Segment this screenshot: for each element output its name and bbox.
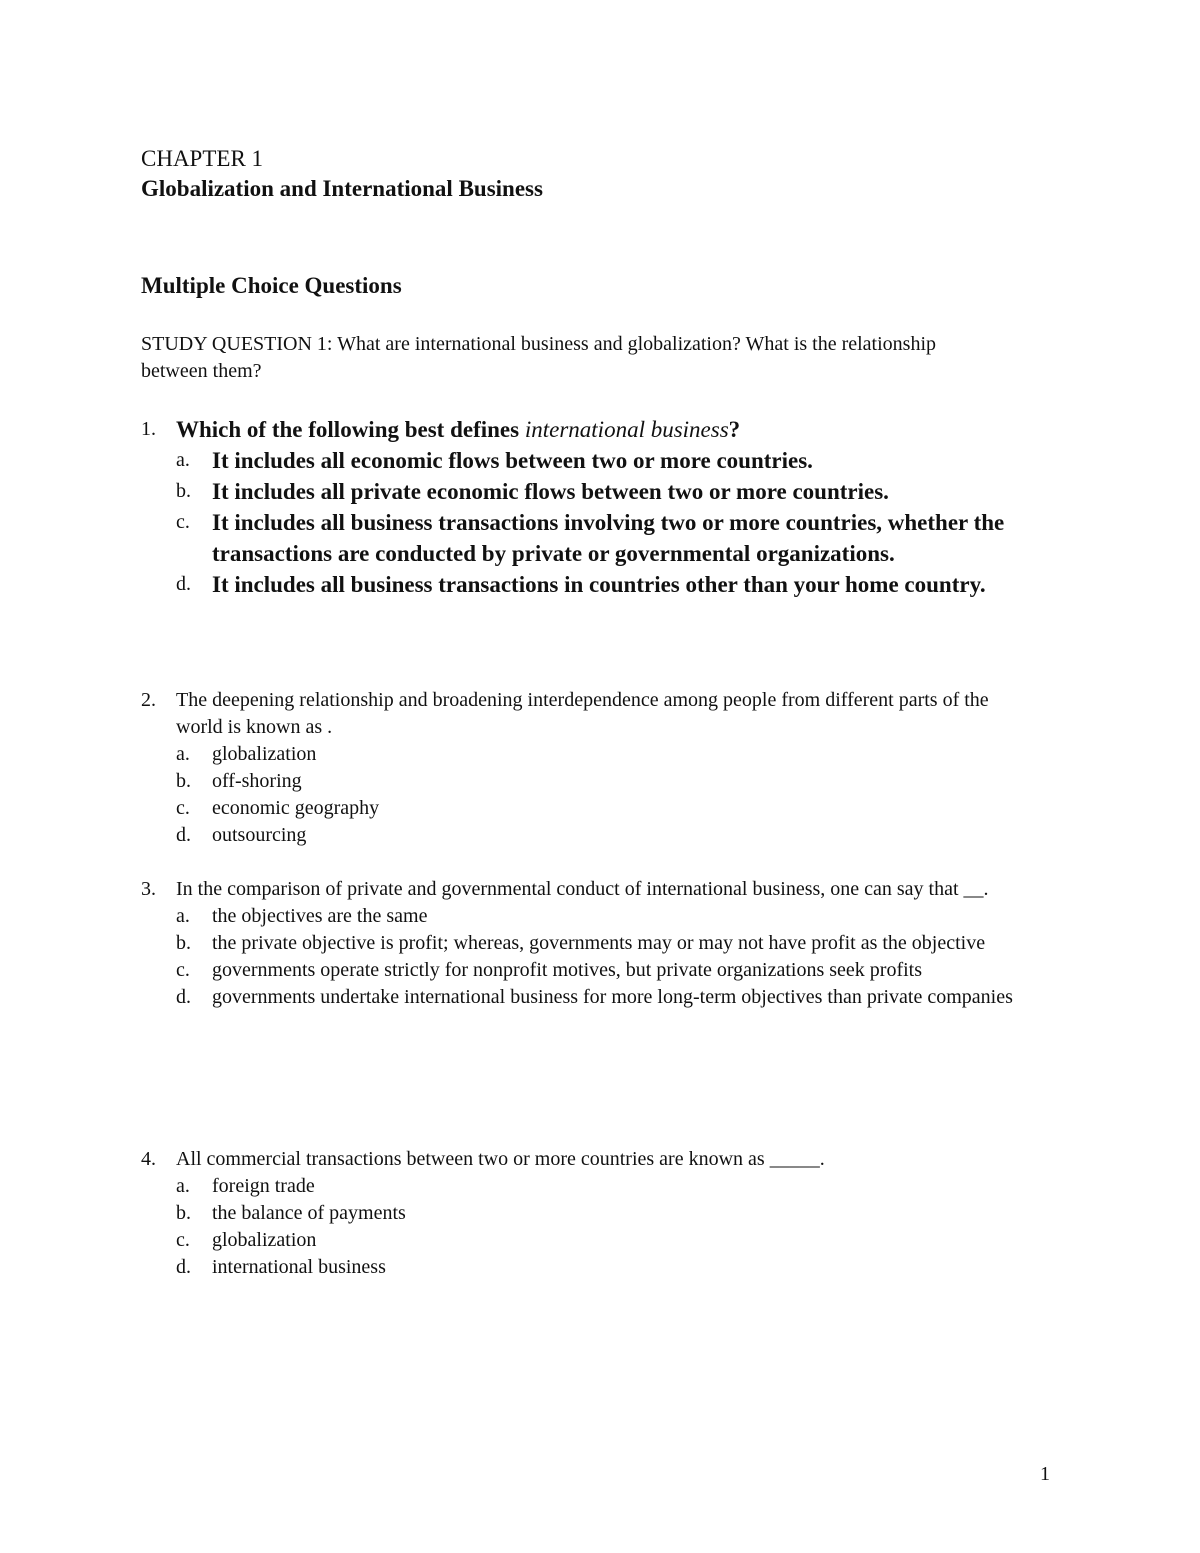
option-text: off-shoring xyxy=(212,770,302,792)
option-text: the balance of payments xyxy=(212,1202,406,1224)
option-letter: c. xyxy=(176,1229,190,1251)
question-3 xyxy=(141,876,1021,1011)
option-text: It includes all business transactions involving two or more countries, whether the transactions are conducted by private or governmental organizations. xyxy=(212,510,1005,566)
option-letter: a. xyxy=(176,905,190,927)
question-number: 3. xyxy=(141,878,156,900)
question-stem xyxy=(141,687,1021,741)
option-text: It includes all business transactions in countries other than your home country. xyxy=(212,572,986,597)
answer-option xyxy=(176,507,1021,569)
option-text: globalization xyxy=(212,1229,317,1251)
option-text: governments undertake international business for more long-term objectives than private companies xyxy=(212,986,1013,1008)
answer-option xyxy=(176,984,1021,1011)
option-letter: c. xyxy=(176,511,190,533)
option-text: foreign trade xyxy=(212,1175,315,1197)
answer-option xyxy=(176,903,1021,930)
question-stem xyxy=(141,414,1021,445)
answer-option xyxy=(176,741,1021,768)
option-letter: a. xyxy=(176,743,190,765)
option-letter: d. xyxy=(176,1256,191,1278)
option-text: globalization xyxy=(212,743,317,765)
option-letter: b. xyxy=(176,770,191,792)
option-text: international business xyxy=(212,1256,386,1278)
answer-option xyxy=(176,930,1021,957)
question-stem xyxy=(141,1146,1021,1173)
answer-option xyxy=(176,1227,1021,1254)
option-text: outsourcing xyxy=(212,824,307,846)
question-text: In the comparison of private and governmental conduct of international business, one can say that __. xyxy=(176,878,989,900)
question-text-before: Which of the following best defines xyxy=(176,417,525,442)
chapter-title: Globalization and International Business xyxy=(141,176,543,201)
question-1 xyxy=(141,414,1021,600)
option-text: It includes all private economic flows between two or more countries. xyxy=(212,479,889,504)
question-text: All commercial transactions between two or more countries are known as _____. xyxy=(176,1148,825,1170)
question-text xyxy=(176,414,1021,445)
option-text: It includes all economic flows between two or more countries. xyxy=(212,448,813,473)
chapter-label: CHAPTER 1 xyxy=(141,146,264,171)
answer-options xyxy=(141,903,1021,1011)
question-stem xyxy=(141,876,1021,903)
question-text: The deepening relationship and broadening interdependence among people from different parts of the world is known as . xyxy=(176,689,989,738)
option-letter: c. xyxy=(176,959,190,981)
option-letter: d. xyxy=(176,986,191,1008)
option-letter: c. xyxy=(176,797,190,819)
study-question: STUDY QUESTION 1: What are international business and globalization? What is the relationship between them? xyxy=(141,333,937,382)
answer-options xyxy=(141,1173,1021,1281)
option-letter: b. xyxy=(176,480,191,502)
answer-options xyxy=(141,445,1021,600)
question-4 xyxy=(141,1146,1021,1281)
option-letter: b. xyxy=(176,932,191,954)
answer-option xyxy=(176,795,1021,822)
answer-option xyxy=(176,569,1021,600)
option-letter: d. xyxy=(176,824,191,846)
answer-option xyxy=(176,1173,1021,1200)
option-letter: a. xyxy=(176,449,190,471)
page-number: 1 xyxy=(1040,1463,1050,1485)
answer-option xyxy=(176,822,1021,849)
question-number: 4. xyxy=(141,1148,156,1170)
option-text: economic geography xyxy=(212,797,380,819)
option-letter: b. xyxy=(176,1202,191,1224)
question-number: 1. xyxy=(141,418,156,440)
answer-option xyxy=(176,1200,1021,1227)
question-number: 2. xyxy=(141,689,156,711)
answer-option xyxy=(176,476,1021,507)
option-text: governments operate strictly for nonprofit motives, but private organizations seek profits xyxy=(212,959,923,981)
question-text-after: ? xyxy=(728,417,741,442)
question-text-emphasis: international business xyxy=(524,417,729,442)
option-text: the private objective is profit; whereas, governments may or may not have profit as the objective xyxy=(212,932,986,954)
answer-option xyxy=(176,957,1021,984)
answer-option xyxy=(176,768,1021,795)
option-letter: d. xyxy=(176,573,191,595)
answer-option xyxy=(176,445,1021,476)
section-heading: Multiple Choice Questions xyxy=(141,273,402,298)
answer-options xyxy=(141,741,1021,849)
option-letter: a. xyxy=(176,1175,190,1197)
answer-option xyxy=(176,1254,1021,1281)
question-2 xyxy=(141,687,1021,849)
option-text: the objectives are the same xyxy=(212,905,428,927)
